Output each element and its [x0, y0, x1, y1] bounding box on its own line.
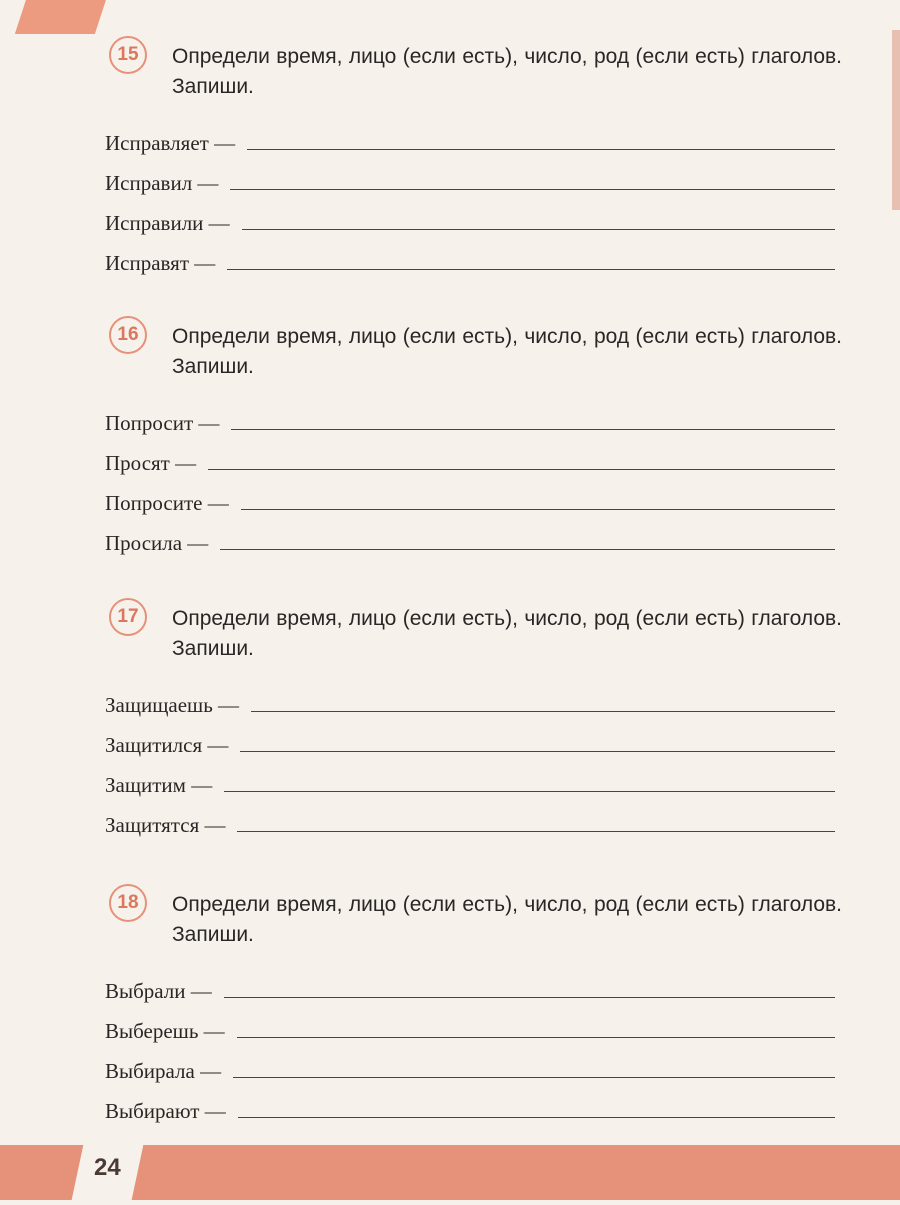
- answer-row: [105, 798, 840, 838]
- verb-label: Просила —: [105, 531, 209, 555]
- verb-label: Исправил —: [105, 171, 219, 195]
- answer-line[interactable]: [240, 751, 835, 752]
- answer-row: [105, 1044, 840, 1084]
- verb-label: Попросит —: [105, 411, 220, 435]
- answer-row: [105, 156, 840, 196]
- answer-row: [105, 236, 840, 276]
- exercise-question: Определи время, лицо (если есть), число, род (если есть) глаголов. Запиши.: [172, 325, 842, 378]
- verb-label: Выбирала —: [105, 1059, 222, 1083]
- answer-row: [105, 718, 840, 758]
- answer-row: [105, 516, 840, 556]
- answer-line[interactable]: [251, 711, 835, 712]
- exercise-18: [105, 890, 840, 1124]
- exercise-number-badge: 15: [109, 36, 147, 74]
- answer-line[interactable]: [231, 429, 835, 430]
- answer-line[interactable]: [247, 149, 835, 150]
- answer-row: [105, 396, 840, 436]
- answer-line[interactable]: [220, 549, 835, 550]
- answer-row: [105, 678, 840, 718]
- verb-label: Защитился —: [105, 733, 229, 757]
- answer-line[interactable]: [227, 269, 835, 270]
- page-edge-mark: [892, 30, 900, 210]
- exercise-question: Определи время, лицо (если есть), число, род (если есть) глаголов. Запиши.: [172, 607, 842, 660]
- exercise-number-badge: 17: [109, 598, 147, 636]
- answer-row: [105, 116, 840, 156]
- answer-row: [105, 758, 840, 798]
- verb-label: Защитим —: [105, 773, 213, 797]
- answer-line[interactable]: [224, 791, 835, 792]
- verb-label: Выберешь —: [105, 1019, 225, 1043]
- answer-line[interactable]: [224, 997, 835, 998]
- answer-line[interactable]: [241, 509, 835, 510]
- answer-line[interactable]: [233, 1077, 835, 1078]
- answer-line[interactable]: [237, 1037, 835, 1038]
- answer-row: [105, 1004, 840, 1044]
- answer-row: [105, 436, 840, 476]
- answer-row: [105, 964, 840, 1004]
- exercise-15: [105, 42, 840, 276]
- answer-line[interactable]: [238, 1117, 835, 1118]
- verb-label: Исправили —: [105, 211, 230, 235]
- exercise-question: Определи время, лицо (если есть), число, род (если есть) глаголов. Запиши.: [172, 893, 842, 946]
- answer-line[interactable]: [208, 469, 835, 470]
- answer-row: [105, 1084, 840, 1124]
- top-decor-band: [15, 0, 109, 34]
- exercise-16: [105, 322, 840, 556]
- exercise-number-badge: 16: [109, 316, 147, 354]
- verb-label: Исправят —: [105, 251, 216, 275]
- page-number: 24: [94, 1154, 121, 1181]
- verb-label: Выбирают —: [105, 1099, 226, 1123]
- verb-label: Просят —: [105, 451, 197, 475]
- answer-row: [105, 476, 840, 516]
- exercise-question: Определи время, лицо (если есть), число, род (если есть) глаголов. Запиши.: [172, 45, 842, 98]
- verb-label: Выбрали —: [105, 979, 212, 1003]
- verb-label: Попросите —: [105, 491, 229, 515]
- verb-label: Исправляет —: [105, 131, 236, 155]
- exercise-number-badge: 18: [109, 884, 147, 922]
- answer-line[interactable]: [230, 189, 835, 190]
- exercise-17: [105, 604, 840, 838]
- verb-label: Защитятся —: [105, 813, 226, 837]
- verb-label: Защищаешь —: [105, 693, 240, 717]
- answer-row: [105, 196, 840, 236]
- answer-line[interactable]: [237, 831, 835, 832]
- answer-line[interactable]: [242, 229, 835, 230]
